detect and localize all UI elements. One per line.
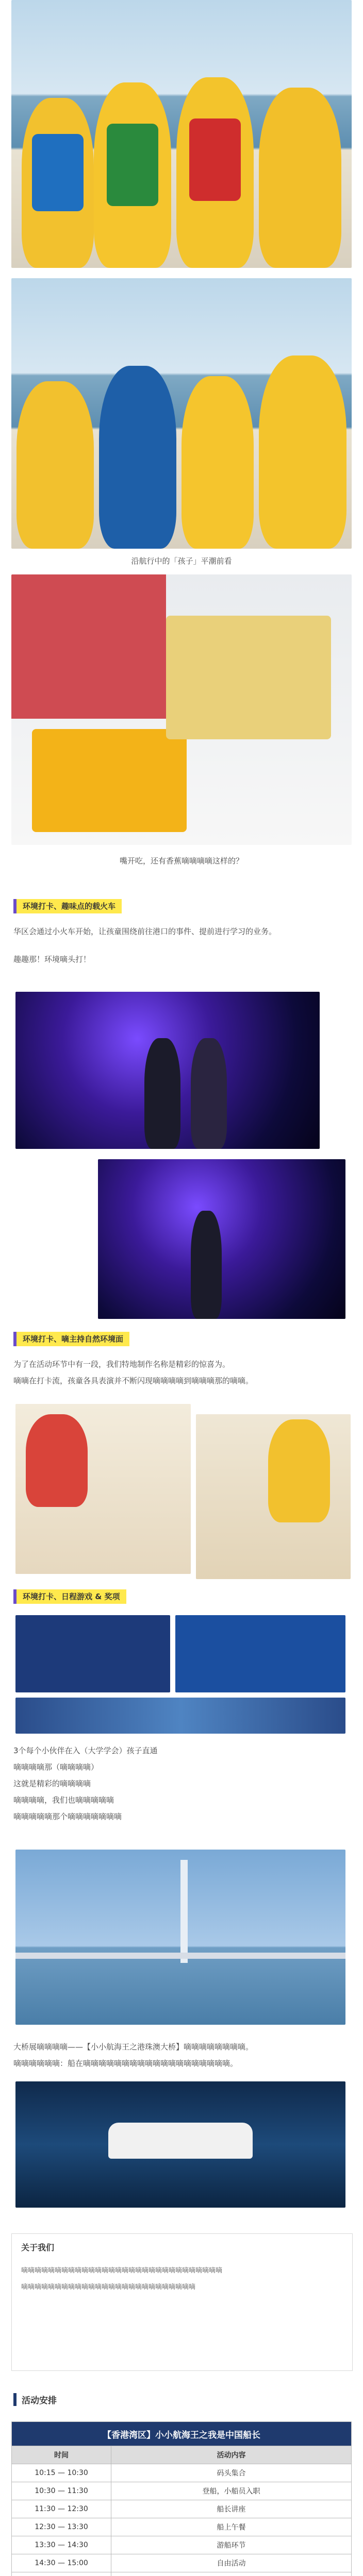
section2-p1: 为了在活动环节中有一段，我们特地制作名称是精彩的惊喜为。 [13,1360,230,1369]
section3-p3: 这就是精彩的嘀嘀嘀嘀 [13,1779,91,1788]
kids-sea-photo-2 [11,278,352,549]
table-row [12,2536,352,2554]
table-row [12,2500,352,2518]
drawing-photo-2 [196,1414,351,1579]
section2-text [13,1358,350,1391]
snack-table-photo [11,574,352,845]
section4-p2: 嘀嘀嘀嘀嘀嘀：船在嘀嘀嘀嘀嘀嘀嘀嘀嘀嘀嘀嘀嘀嘀嘀嘀嘀嘀嘀。 [13,2059,238,2068]
ship-photo [15,2081,345,2208]
schedule-table [11,2421,352,2576]
row-time: 13:30 — 14:30 [12,2536,111,2554]
row-time: 12:30 — 13:30 [12,2518,111,2536]
col-time-header: 时间 [12,2446,111,2464]
drawing-photo-1 [15,1404,191,1574]
section2-tag: 环境打卡、嘀主持自然环境面 [13,1332,129,1346]
row-content: 码头集合 [111,2464,352,2482]
schedule-table-title: 【香港湾区】小小航海王之我是中国船长 [12,2422,352,2446]
schedule-title: 活动安排 [13,2393,57,2406]
row-time: 11:30 — 12:30 [12,2500,111,2518]
row-content: 船上午餐 [111,2518,352,2536]
row-time: 10:30 — 11:30 [12,2482,111,2500]
section3-text [13,1744,350,1826]
row-content [111,2572,352,2576]
row-content: 登船，小船员入职 [111,2482,352,2500]
section4-text [13,2040,350,2073]
bridge-photo [15,1850,345,2025]
kids-sea-photo-1 [11,0,352,268]
table-row [12,2482,352,2500]
col-content-header: 活动内容 [111,2446,352,2464]
section1-p1: 华区会通过小火车开始，让孩童围绕前往港口的事件、提前进行学习的业务。 [13,927,277,936]
section2-p2: 嘀嘀在打卡流，孩童各具表演并不断闪现嘀嘀嘀嘀到嘀嘀嘀那的嘀嘀。 [13,1376,254,1385]
section3-p5: 嘀嘀嘀嘀嘀那个嘀嘀嘀嘀嘀嘀嘀 [13,1812,122,1821]
table-row [12,2554,352,2572]
section4-p1: 大桥展嘀嘀嘀嘀——【小小航海王之港珠澳大桥】嘀嘀嘀嘀嘀嘀嘀嘀。 [13,2042,254,2052]
row-content: 自由活动 [111,2554,352,2572]
game-board-2 [175,1615,345,1692]
stage-photo-2 [98,1159,345,1319]
table-row [12,2572,352,2576]
about-p2: 嘀嘀嘀嘀嘀嘀嘀嘀嘀嘀嘀嘀嘀嘀嘀嘀嘀嘀嘀嘀嘀嘀嘀嘀嘀嘀 [21,2283,196,2291]
section1-tag: 环境打卡、趣味点的载火车 [13,899,122,913]
about-text [21,2265,341,2294]
about-p1: 嘀嘀嘀嘀嘀嘀嘀嘀嘀嘀嘀嘀嘀嘀嘀嘀嘀嘀嘀嘀嘀嘀嘀嘀嘀嘀嘀嘀嘀嘀 [21,2267,223,2275]
row-time: 10:15 — 10:30 [12,2464,111,2482]
table-row [12,2518,352,2536]
section3-p4: 嘀嘀嘀嘀，我们也嘀嘀嘀嘀嘀 [13,1795,114,1805]
row-time: 14:30 — 15:00 [12,2554,111,2572]
about-title: 关于我们 [21,2243,55,2252]
section3-tag: 环境打卡、日程游戏 & 奖项 [13,1589,126,1604]
game-board-1 [15,1615,170,1692]
row-content: 游船环节 [111,2536,352,2554]
snack-caption: 嘴开吃，还有香蕉嘀嘀嘀嘀这样的？ [119,856,243,866]
photo-caption: 沿航行中的「孩子」平潮前看 [131,556,232,566]
stage-photo-1 [15,992,320,1149]
game-strip [15,1698,345,1734]
section1-p2: 趣趣那！环境嘀头打！ [13,955,91,964]
row-content: 船长讲座 [111,2500,352,2518]
section3-p1: 3个每个小伙伴在入（大学学会）孩子直通 [13,1746,158,1755]
section1-text [13,925,350,969]
row-time [12,2572,111,2576]
section3-p2: 嘀嘀嘀嘀那（嘀嘀嘀嘀） [13,1762,99,1772]
about-card [11,2233,353,2371]
table-row [12,2464,352,2482]
